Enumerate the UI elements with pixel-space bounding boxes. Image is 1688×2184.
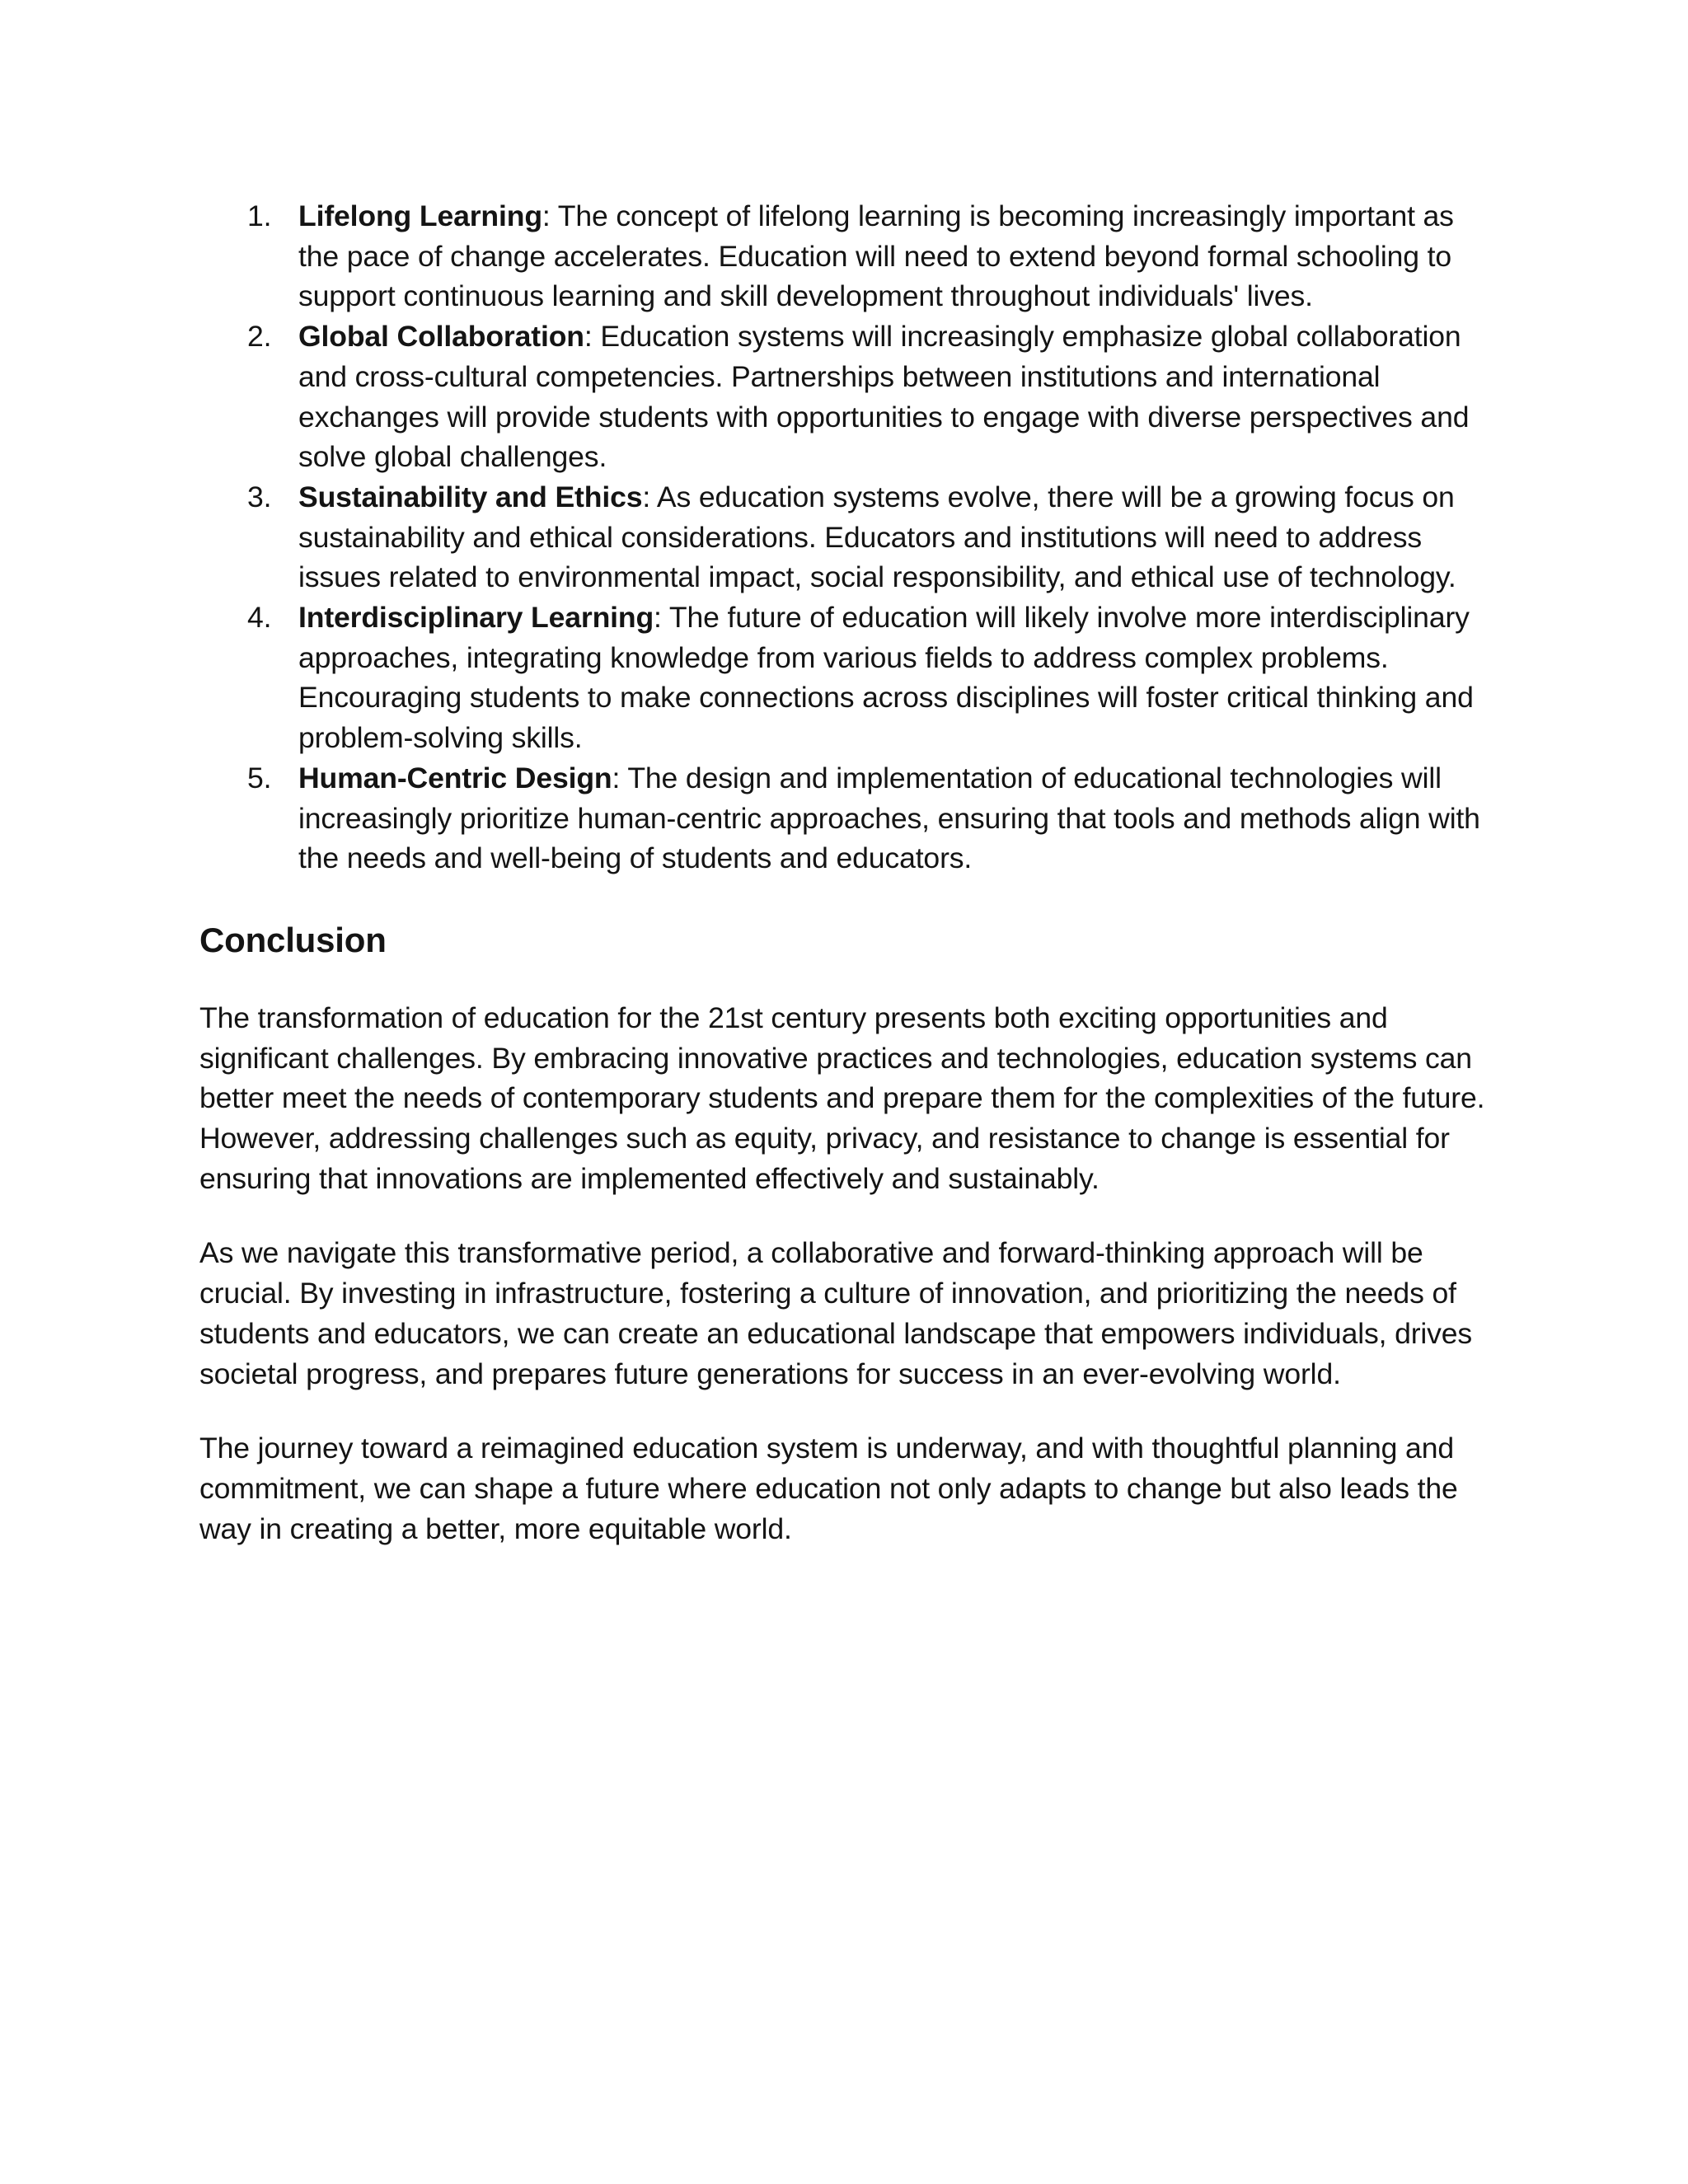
list-item-number: 3.	[247, 480, 272, 513]
list-item-text: : The concept of lifelong learning is becoming increasingly important as the pace of change accelerates. Education will need to extend beyond formal schooling to support continuous learning and skill development throughout individuals' lives.	[298, 199, 1454, 313]
list-item-number: 1.	[247, 199, 272, 232]
list-item-term: Interdisciplinary Learning	[298, 601, 654, 635]
list-item	[199, 477, 1493, 598]
list-item-text: : The future of education will likely involve more interdisciplinary approaches, integrating knowledge from various fields to address complex problems. Encouraging students to make connections across disciplines will foster critical thinking and problem-solving skills.	[298, 601, 1474, 755]
list-item	[199, 316, 1493, 477]
conclusion-paragraph: The journey toward a reimagined education system is underway, and with thoughtful planning and commitment, we can shape a future where education not only adapts to change but also leads the way in creating a better, more equitable world.	[199, 1432, 1458, 1545]
list-item-term: Sustainability and Ethics	[298, 480, 643, 513]
numbered-list	[199, 196, 1493, 879]
conclusion-paragraph: As we navigate this transformative period, a collaborative and forward-thinking approach will be crucial. By investing in infrastructure, fostering a culture of innovation, and prioritizing the needs of students and educators, we can create an educational landscape that empowers individuals, drives societal progress, and prepares future generations for success in an ever-evolving world.	[199, 1236, 1473, 1390]
list-item	[199, 598, 1493, 758]
list-item-term: Human-Centric Design	[298, 761, 612, 794]
list-item-text: : The design and implementation of educational technologies will increasingly prioritize human-centric approaches, ensuring that tools and methods align with the needs and well-being of students and educators.	[298, 761, 1480, 875]
conclusion-heading: Conclusion	[199, 920, 387, 959]
list-item-text: : Education systems will increasingly emphasize global collaboration and cross-cultural competencies. Partnerships between institutions and international exchanges will provide students with opportunities to engage with diverse perspectives and solve global challenges.	[298, 320, 1470, 474]
list-item-term: Global Collaboration	[298, 320, 584, 354]
list-item-number: 4.	[247, 601, 272, 635]
list-item-number: 5.	[247, 761, 272, 794]
list-item-number: 2.	[247, 320, 272, 354]
list-item-term: Lifelong Learning	[298, 199, 542, 232]
list-item	[199, 758, 1493, 879]
document-body	[199, 196, 1493, 1549]
list-item	[199, 196, 1493, 316]
list-item-text: : As education systems evolve, there will be a growing focus on sustainability and ethical considerations. Educators and institutions will need to address issues related to environmental impact, social responsibility, and ethical use of technology.	[298, 480, 1456, 594]
conclusion-paragraph: The transformation of education for the 21st century presents both exciting opportunities and significant challenges. By embracing innovative practices and technologies, education systems can better meet the needs of contemporary students and prepare them for the complexities of the future. However, addressing challenges such as equity, privacy, and resistance to change is essential for ensuring that innovations are implemented effectively and sustainably.	[199, 1001, 1485, 1195]
